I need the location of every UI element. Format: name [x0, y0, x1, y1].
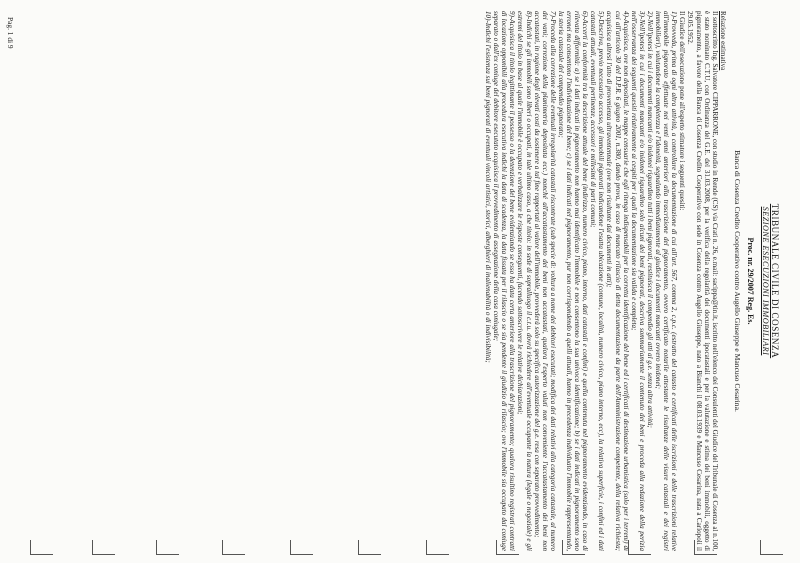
- document-page: [6, 11, 780, 551]
- binder-mark: [358, 540, 381, 555]
- binder-mark: [562, 540, 585, 555]
- question-10: 10)-Indichi l'esistenza sui beni pignorati di eventuali vincoli artistici, storici, alberghieri di inalienabilità o di indivisibilità;: [484, 11, 493, 363]
- intro-questions-line: Il Giudice dell'esecuzione pone all'esperto stimatore i seguenti quesiti:: [678, 11, 687, 211]
- binder-mark: [30, 540, 53, 555]
- binder-mark: [222, 540, 245, 555]
- binder-mark: [760, 540, 783, 555]
- binder-mark: [694, 540, 717, 555]
- procedure-number: Proc. nr. 29/2007 Reg. Es.: [746, 237, 755, 325]
- question-3: 3)-Nell'ipotesi in cui i documenti mancanti e/o inidonei riguardino solo alcuni dei beni pignorati, descriva sommariamente il contenuto dei beni e proceda alla redazione della perizia nell'osservanza dei seguenti quesiti relativamente ai cespiti per i quali la documentazione sia valida e completa;: [629, 11, 646, 551]
- parties-line: Banca di Cosenza Credito Cooperativo contro Augello Giuseppe e Mancuso Cesarina.: [732, 150, 742, 412]
- question-9: 9)-Acquisisca il titolo legittimante il possesso o la detenzione del bene evidenziando se esso ha data certa anteriore alla trascrizione del pignoramento; qualora risultino registrati contratti di locazione opponibili alla procedura esecutiva indichi la data di scadenza, la data fissata per il rilascio o se sia pendente il giudizio di rilascio; ove l'immobile sia occupato dal coniuge separato o dall'ex coniuge del debitore esecutato acquisisca il provvedimento di assegnazione della casa coniugale;: [492, 11, 517, 551]
- binder-mark: [156, 540, 179, 555]
- question-2: 2)-Nell'ipotesi in cui i documenti mancanti e/o inidonei riguardino tutti i beni pignorati, restituisca il compendio gli atti al g.e. senza altra attività;: [645, 11, 654, 428]
- question-5: 5)-Descriva, previo necessario accesso, gli immobili pignorati indicandone l'esatta ubicazione (comune, località, numero civico, piano interno, ecc), la relativa superficie, i confini ed i dati catastali attuali, eventuali pertinenze, accessori e millesimi di parti comuni;: [589, 11, 606, 551]
- binder-mark: [496, 540, 519, 555]
- binder-mark: [628, 540, 651, 555]
- question-4: 4)-Acquisisca, ove non depositati, le mappe censuarie che egli ritenga indispensabili per la corretta identificazione del bene ed i certificati di destinazione urbanistica (solo per i terreni) di cui all'articolo 30 del D.P.R. 6 giugno 2001, n.380, dando prova, in caso di mancato rilascio di detta documentazione da parte dell'Amministrazione competente, della relativa richiesta; acquisisca altresì l'atto di provenienza ultraventennale (ove non risultante dai documenti in atti);: [605, 11, 630, 551]
- binder-mark: [290, 540, 313, 555]
- court-title: TRIBUNALE CIVILE DI COSENZA: [770, 203, 780, 359]
- intro-paragraph: Il sottoscritto Ing. Salvatore CIPPARRONE, con studio in Rende (CS) via Crati n. 26, e.mail: sacippa@tin.it, iscritto nell'elenco dei Consulenti del Giudice del Tribunale di Cosenza al n.100, è stato nominato C.T.U, con Ordinanza del G.E. del 31.03.2008, per la verifica della regolarità dei documenti ipocatastali e per la valutazione e stima dei beni immobili, oggetto di pignoramento, a favore della Banca di Cosenza Credito Cooperativo con sede in Cosenza contro Augello Giuseppe, nato a Bianchi il 08.03.1939 e Mancuso Cesarina, nata a Carlopoli il 29.05.1952.: [686, 11, 719, 551]
- question-7: 7)-Proceda alla correzione delle eventuali irregolarità catastali riscontrate (sub specie di: voltura a nome dei debitori esecutati; modifica dei dati relativi alla categoria catastale, al numero dei vani; correzione della planimetria depositata ecc.) nonché all'accatastamento dei beni non accatastati, qualora l'esperto valuti non conveniente l'accatastamento dei beni non accatastati, in ragione degli elevati costi da sostenere a tal fine rapportati al valore dell'immobile, provvederà solo su specifica autorizzazione del g.e. resa con separato provvedimento;: [532, 11, 557, 551]
- page-number: Pag. 1 di 9: [6, 17, 16, 49]
- binder-mark: [92, 540, 115, 555]
- question-8: 8)-Indichi se gli immobili sono liberi o occupati, in tale ultimo caso, a che titolo: in sede di sopralluogo il c.t.u. dovrà richiedere all'eventuale occupante la natura (legale o negoziale) e gli estremi del titolo in base al quale l'immobile è occupato e verbalizzare le risposte conseguenti, facendo sottoscrivere le relative dichiarazioni;: [516, 11, 533, 551]
- question-6: 6)-Accerti la conformità tra la descrizione attuale del bene (indirizzo, numero civico, piano, interno, dati catastali e confini) e quella contenuta nel pignoramento evidenziando, in caso di rilevata difformità: a) se i dati indicati in pignoramento non hanno mai identificato l'immobile e non consentono la sua univoca identificazione; b) se i dati indicati in pignoramento sono erronei ma consentono l'individuazione del bene; c) se i dati indicati nel pignoramento, pur non corrispondendo a quelli attuali, hanno in precedenza individuato l'immobile rappresentando, la storia catastale del compendio pignorato;: [556, 11, 590, 551]
- question-1: 1)-Provveda, prima di ogni altra attività, a controllare la documentazione di cui all'art. 567, comma 2, c.p.c. (estratto del catasto e certificati delle iscrizioni e delle trascrizioni relative all'immobile pignorato effettuate nei venti anni anteriori alla trascrizione del pignoramento, ovvero certificato notarile attestante le risultanze delle visure catastali e dei registri immobiliari), valutandone la completezza e l'idoneità, segnalando immediatamente al giudice i documenti mancanti ovvero inidonei;: [654, 11, 679, 551]
- report-title: Relazione estimativa: [718, 11, 727, 71]
- section-title: SEZIONE ESECUZIONI IMMOBILIARI: [761, 206, 770, 356]
- binder-mark: [426, 540, 449, 555]
